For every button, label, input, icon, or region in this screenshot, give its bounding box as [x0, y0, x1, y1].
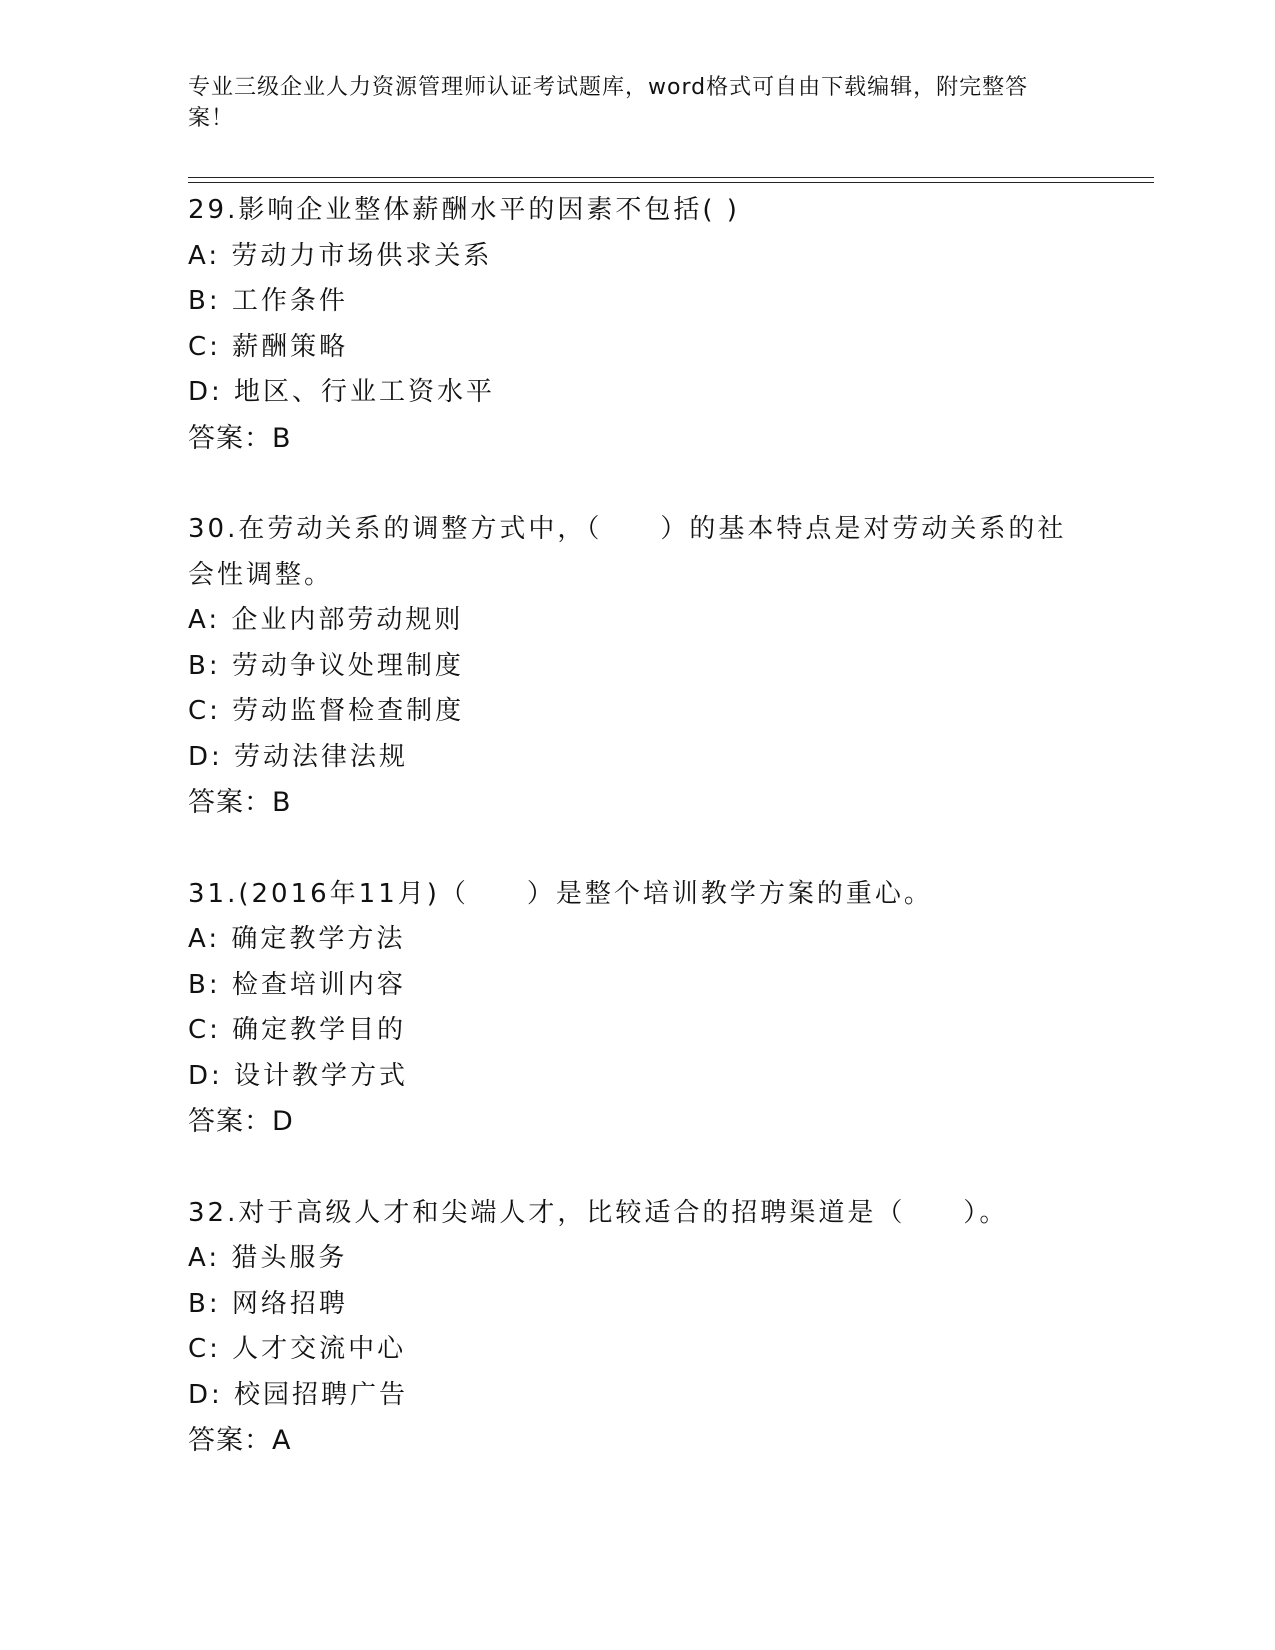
- option-c: C: 确定教学目的: [188, 1015, 407, 1045]
- option-c: C: 薪酬策略: [188, 331, 349, 362]
- document-header: 专业三级企业人力资源管理师认证考试题库，word格式可自由下载编辑，附完整答案！: [188, 75, 1029, 131]
- option-d: D: 地区、行业工资水平: [188, 377, 496, 407]
- answer-line: 答案：A: [188, 1425, 292, 1456]
- question-31: [188, 872, 1088, 1145]
- option-a: A: 劳动力市场供求关系: [188, 240, 493, 271]
- question-stem: 31.(2016年11月)（ ）是整个培训教学方案的重心。: [188, 878, 933, 909]
- option-c: C: 劳动监督检查制度: [188, 696, 465, 726]
- question-30: [188, 507, 1088, 826]
- question-32: [188, 1191, 1088, 1464]
- question-list: [188, 188, 1088, 1510]
- option-b: B: 检查培训内容: [188, 969, 406, 1000]
- option-a: A: 确定教学方法: [188, 924, 406, 954]
- option-a: A: 企业内部劳动规则: [188, 605, 464, 635]
- question-stem: 32.对于高级人才和尖端人才，比较适合的招聘渠道是（ ）。: [188, 1197, 1009, 1228]
- answer-line: 答案：D: [188, 1106, 294, 1137]
- answer-line: 答案：B: [188, 787, 292, 818]
- option-b: B: 工作条件: [188, 286, 348, 316]
- option-b: B: 劳动争议处理制度: [188, 650, 464, 681]
- option-d: D: 劳动法律法规: [188, 741, 409, 772]
- option-d: D: 校园招聘广告: [188, 1379, 409, 1410]
- question-29: [188, 188, 1088, 461]
- option-a: A: 猎头服务: [188, 1243, 348, 1273]
- option-d: D: 设计教学方式: [188, 1060, 409, 1091]
- header-divider-top: [188, 177, 1154, 178]
- question-stem: 30.在劳动关系的调整方式中，（ ）的基本特点是对劳动关系的社会性调整。: [188, 514, 1067, 590]
- option-b: B: 网络招聘: [188, 1288, 348, 1319]
- option-c: C: 人才交流中心: [188, 1334, 407, 1364]
- header-divider-bottom: [188, 182, 1154, 183]
- answer-line: 答案：B: [188, 422, 292, 454]
- question-stem: 29.影响企业整体薪酬水平的因素不包括( ): [188, 195, 740, 225]
